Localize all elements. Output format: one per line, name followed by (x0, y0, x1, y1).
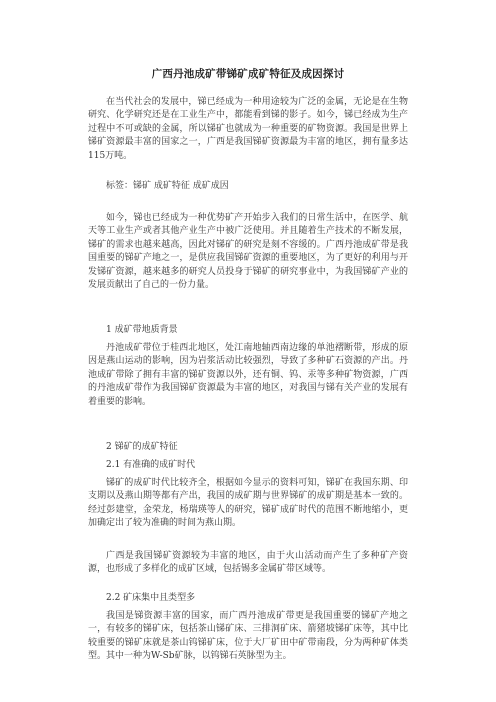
abstract-paragraph: 在当代社会的发展中，锑已经成为一种用途较为广泛的金属，无论是在生物研究、化学研究还是在工业生产中，都能看到锑的影子。如今，锑已经成为生产过程中不可或缺的金属，所以锑矿也就成为一种重要的矿物资源。我国是世界上锑矿资源最丰富的国家之一，广西是我国锑矿资源最为丰富的地区，拥有量多达115万吨。 (88, 97, 408, 161)
section-heading-2-1: 2.1 有准确的成矿时代 (106, 460, 196, 470)
section-heading-2: 2 锑矿的成矿特征 (106, 442, 178, 452)
document-title: 广西丹池成矿带锑矿成矿特征及成因探讨 (151, 68, 345, 80)
intro-paragraph: 如今，锑也已经成为一种优势矿产开始步入我们的日常生活中，在医学、航天等工业生产或者其他产业生产中被广泛使用。并且随着生产技术的不断发展，锑矿的需求也越来越高，因此对锑矿的研究是刻不容缓的。广西丹池成矿带是我国重要的锑矿产地之一，是供应我国锑矿资源的重要地区，为了更好的利用与开发锑矿资源，越来越多的研究人员投身于锑矿的研究事业中，为我国锑矿产业的发展贡献出了自己的一份力量。 (88, 213, 408, 291)
section-2-1-paragraph: 锑矿的成矿时代比较齐全，根据如今显示的资料可知，锑矿在我国东期、印支期以及燕山期等都有产出，我国的成矿期与世界锑矿的成矿期是基本一致的。经过彭建堂，金荣龙，杨瑞瑛等人的研究，锑矿成矿时代的范围不断地缩小，更加确定出了较为准确的时间为燕山期。 (88, 478, 408, 529)
keywords-line: 标签：锑矿 成矿特征 成矿成因 (106, 181, 229, 191)
section-2-1-paragraph-2: 广西是我国锑矿资源较为丰富的地区，由于火山活动而产生了多种矿产资源，也形成了多样化的成矿区域，包括锡多金属矿带区域等。 (88, 551, 408, 575)
section-2-2-paragraph: 我国是锑资源丰富的国家，而广西丹池成矿带更是我国重要的锑矿产地之一，有较多的锑矿床，包括茶山锑矿床、三排洞矿床、箭猪坡锑矿床等，其中比较重要的锑矿床就是茶山钨锑矿床，位于大厂矿田中矿带南段，分为两种矿体类型。其中一种为W-Sb矿脉，以钨锑石英脉型为主。 (88, 611, 408, 662)
section-heading-1: 1 成矿带地质背景 (106, 325, 178, 335)
section-heading-2-2: 2.2 矿床集中且类型多 (106, 593, 196, 603)
section-1-paragraph: 丹池成矿带位于桂西北地区，处江南地轴西南边缘的单池褶断带，形成的原因是燕山运动的影响，因为岩浆活动比较强烈，导致了多种矿石资源的产出。丹池成矿带除了拥有丰富的锑矿资源以外，还有铜、钨、汞等多种矿物资源，广西的丹池成矿带作为我国锑矿资源最为丰富的地区，对我国与锑有关产业的发展有着重要的影响。 (88, 343, 408, 407)
